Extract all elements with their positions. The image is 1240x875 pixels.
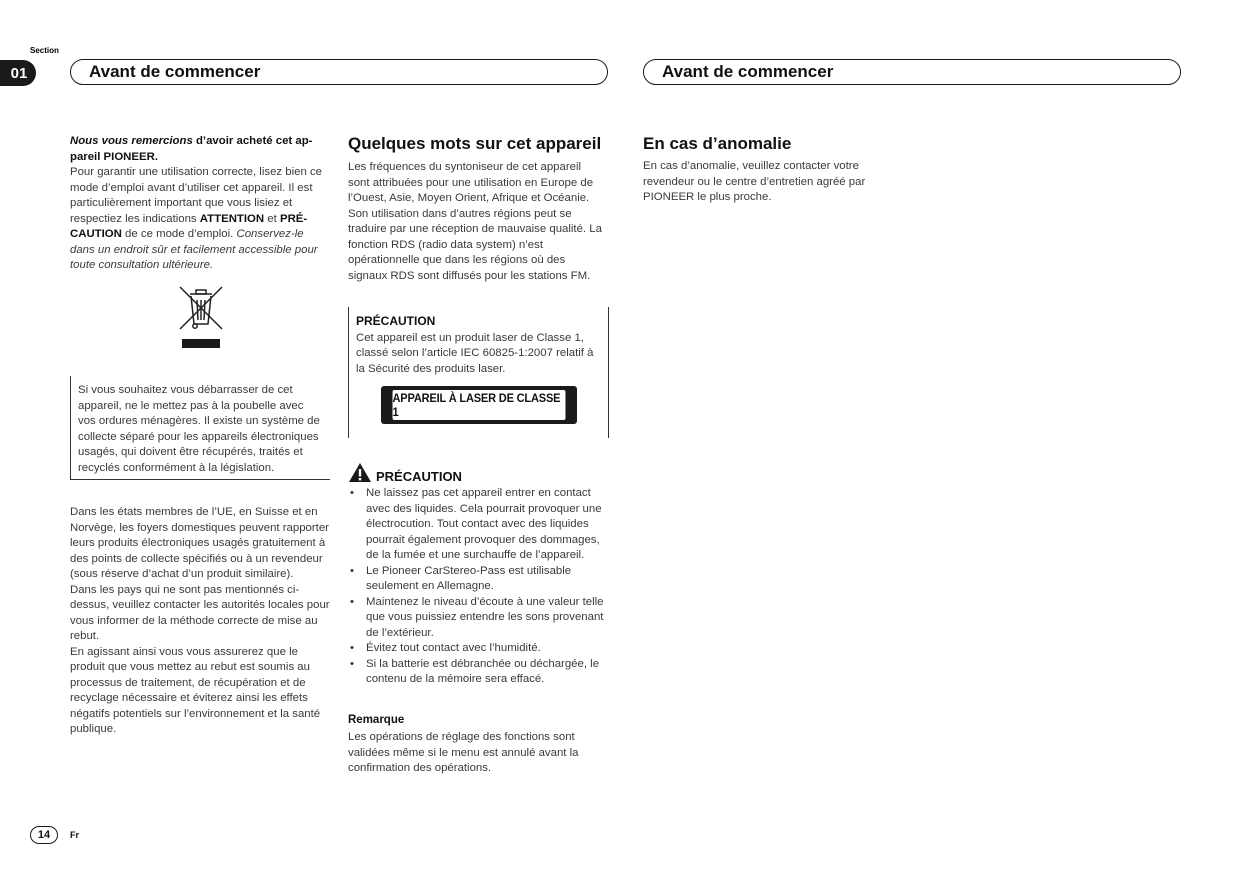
disposal-notice-box <box>70 376 330 480</box>
eu-paragraph-1: Dans les états membres de l’UE, en Suisse et en Norvège, les foyers domestiques peuvent rapporter leurs produits électroniques usagés gratuitement à des points de collecte spécifiés ou à un revendeur (sous réserve d’achat d’un produit similaire). <box>70 506 329 580</box>
about-device-title: Quelques mots sur cet appareil <box>348 134 602 153</box>
thanks-italic: Nous vous remercions <box>70 135 193 147</box>
language-code: Fr <box>70 830 79 840</box>
list-item: • Évitez tout contact avec l’humidité. <box>348 641 610 657</box>
troubleshooting-title: En cas d’anomalie <box>643 134 792 153</box>
thanks-line2: pareil PIONEER. <box>70 150 158 163</box>
laser-class-label <box>381 386 577 424</box>
precaution-word: PRÉ-CAUTION <box>70 212 308 240</box>
section-number-tab: 01 <box>0 60 36 86</box>
right-page-title <box>643 59 1181 85</box>
laser-caution-text: Cet appareil est un produit laser de Classe 1, classé selon l’article IEC 60825-1:2007 relatif à la Sécurité des produits laser. <box>356 331 594 375</box>
eu-paragraph-2: Dans les pays qui ne sont pas mentionnés ci-dessus, veuillez contacter les autorités locales pour vous informer de la méthode correcte de mise au rebut. <box>70 583 330 642</box>
warning-title: PRÉCAUTION <box>376 469 462 484</box>
list-item: • Le Pioneer CarStereo-Pass est utilisable seulement en Allemagne. <box>348 564 610 595</box>
left-page-title <box>70 59 608 85</box>
list-item: • Ne laissez pas cet appareil entrer en contact avec des liquides. Cela pourrait provoquer une électrocution. Tout contact avec des liquides pourrait également provoquer des dommages, de la fumée et une surchauffe de l’appareil. <box>348 486 610 564</box>
intro-text-1: Pour garantir une utilisation correcte, lisez bien ce mode d’emploi avant d’utiliser cet appareil. Il est particulièrement important que vous lisiez et respectiez les indications <box>70 166 322 225</box>
intro-et: et <box>264 212 280 225</box>
eu-disposal-block <box>70 505 331 738</box>
laser-caution-title: PRÉCAUTION <box>356 314 436 328</box>
remark-text: Les opérations de réglage des fonctions sont validées même si le menu est annulé avant la confirmation des opérations. <box>348 731 579 774</box>
crossed-bin-icon <box>176 284 226 350</box>
page-number: 14 <box>30 826 58 844</box>
intro-text-2: de ce mode d’emploi. <box>121 228 237 240</box>
warning-triangle-icon <box>348 462 372 483</box>
intro-block <box>70 134 331 274</box>
about-device-text: Les fréquences du syntoniseur de cet appareil sont attribuées pour une utilisation en Europe de l’Ouest, Asie, Moyen Orient, Afrique et Océanie. Son utilisation dans d’autres régions peut se traduire par une réception de mauvaise qualité. La fonction RDS (radio data system) n’est opérationnelle que dans les régions où des signaux RDS sont diffusés pour les stations FM. <box>348 161 602 282</box>
list-item: • Si la batterie est débranchée ou déchargée, le contenu de la mémoire sera effacé. <box>348 657 610 688</box>
attention-word: ATTENTION <box>199 212 265 225</box>
troubleshooting-text: En cas d’anomalie, veuillez contacter votre revendeur ou le centre d’entretien agréé par PIONEER le plus proche. <box>643 160 866 203</box>
section-label: Section <box>30 46 59 55</box>
left-page-title-text: Avant de commencer <box>89 62 261 81</box>
intro-italic: Conservez-le dans un endroit sûr et facilement accessible pour toute consultation ultérieure. <box>70 228 318 271</box>
list-item: • Maintenez le niveau d’écoute à une valeur telle que vous puissiez entendre les sons provenant de l’extérieur. <box>348 595 610 642</box>
laser-class-label-text: APPAREIL À LASER DE CLASSE 1 <box>393 390 566 420</box>
remark-title: Remarque <box>348 714 405 726</box>
thanks-rest: d’avoir acheté cet ap- <box>192 135 313 147</box>
warning-list <box>348 486 610 688</box>
disposal-notice-text: Si vous souhaitez vous débarrasser de cet appareil, ne le mettez pas à la poubelle avec vos ordures ménagères. Il existe un système de collecte séparé pour les appareils électroniques usagés, qui doivent être récupérés, traités et recyclés conformément à la législation. <box>78 384 320 474</box>
eu-paragraph-3: En agissant ainsi vous vous assurerez que le produit que vous mettez au rebut est soumis au processus de traitement, de récupération et de recyclage nécessaire et éviterez ainsi les effets négatifs potentiels sur l’environnement et la santé publique. <box>70 645 321 735</box>
right-page-title-text: Avant de commencer <box>662 62 834 81</box>
